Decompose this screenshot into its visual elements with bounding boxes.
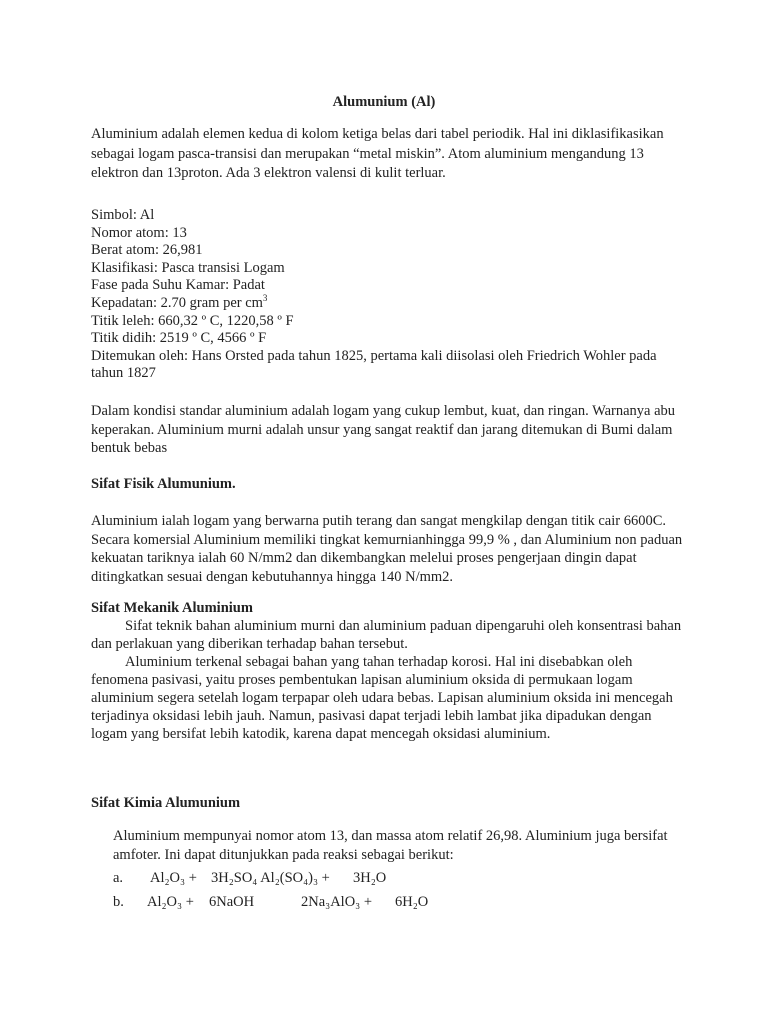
fisik-paragraph: Aluminium ialah logam yang berwarna putih terang dan sangat mengkilap dengan titik cair 6600C. Secara komersial Aluminium memiliki tingkat kemurnianhingga 99,9 % , dan Aluminium non paduan kekuatan tariknya ialah 60 N/mm2 dan dikembangkan melelui proses pengerjaan dingin dapat ditingkatkan sesuai dengan kebutuhannya hingga 140 N/mm2.: [91, 513, 683, 585]
fact-nomor-atom: Nomor atom: 13: [91, 224, 187, 241]
facts-list: [91, 207, 671, 383]
fisik-heading: Sifat Fisik Alumunium.: [91, 476, 236, 492]
reaction-a-middle: 3H₂SO₄ Al₂(SO₄)₃ +: [211, 870, 330, 886]
fact-berat-atom: Berat atom: 26,981: [91, 242, 203, 259]
mekanik-paragraph-1: Sifat teknik bahan aluminium murni dan aluminium paduan dipengaruhi oleh konsentrasi bahan dan perlakuan yang diberikan terhadap bahan tersebut.: [91, 618, 682, 652]
kondisi-paragraph: Dalam kondisi standar aluminium adalah logam yang cukup lembut, kuat, dan ringan. Warnanya abu keperakan. Aluminium murni adalah unsur yang sangat reaktif dan jarang ditemukan di Bumi dalam bentuk bebas: [91, 403, 676, 456]
kimia-heading: Sifat Kimia Alumunium: [91, 795, 241, 811]
fact-titik-leleh: Titik leleh: 660,32 º C, 1220,58 º F: [91, 312, 294, 329]
page-title: Alumunium (Al): [332, 94, 436, 110]
fact-kepadatan: [91, 295, 671, 313]
reaction-b-product-1: 2Na₃AlO₃ +: [301, 894, 373, 910]
fact-kepadatan-text: Kepadatan: 2.70 gram per cm: [91, 294, 263, 311]
fact-kepadatan-sup: 3: [262, 293, 268, 304]
reaction-b-reactant-1: Al₂O₃ +: [147, 894, 194, 910]
fact-titik-didih: Titik didih: 2519 º C, 4566 º F: [91, 330, 267, 347]
reaction-a-product: 3H₂O: [353, 870, 387, 886]
mekanik-paragraph-2: Aluminium terkenal sebagai bahan yang tahan terhadap korosi. Hal ini disebabkan oleh fenomena pasivasi, yaitu proses pembentukan lapisan aluminium oksida di permukaan logam aluminium segera setelah logam terpapar oleh udara bebas. Lapisan aluminium oksida ini mencegah terjadinya oksidasi lebih jauh. Namun, pasivasi dapat terjadi lebih lambat jika dipadukan dengan logam yang bersifat lebih katodik, karena dapat mencegah oksidasi aluminium.: [91, 654, 673, 742]
mekanik-heading: Sifat Mekanik Aluminium: [91, 600, 253, 616]
kimia-paragraph: Aluminium mempunyai nomor atom 13, dan massa atom relatif 26,98. Aluminium juga bersifat amfoter. Ini dapat ditunjukkan pada reaksi sebagai berikut:: [113, 828, 668, 863]
fact-fase: Fase pada Suhu Kamar: Padat: [91, 277, 265, 294]
reaction-b-product-2: 6H₂O: [395, 894, 429, 910]
fact-ditemukan: Ditemukan oleh: Hans Orsted pada tahun 1825, pertama kali diisolasi oleh Friedrich Wohler pada tahun 1827: [91, 347, 657, 382]
reaction-b-label: b.: [113, 894, 124, 910]
reaction-a-reactant: Al₂O₃ +: [150, 870, 197, 886]
fact-simbol: Simbol: Al: [91, 207, 155, 223]
reaction-a-label: a.: [113, 870, 124, 886]
reaction-b-reactant-2: 6NaOH: [209, 894, 255, 910]
fact-klasifikasi: Klasifikasi: Pasca transisi Logam: [91, 259, 285, 276]
intro-paragraph: Aluminium adalah elemen kedua di kolom ketiga belas dari tabel periodik. Hal ini diklasifikasikan sebagai logam pasca-transisi dan merupakan “metal miskin”. Atom aluminium mengandung 13 elektron dan 13proton. Ada 3 elektron valensi di kulit terluar.: [91, 126, 664, 181]
